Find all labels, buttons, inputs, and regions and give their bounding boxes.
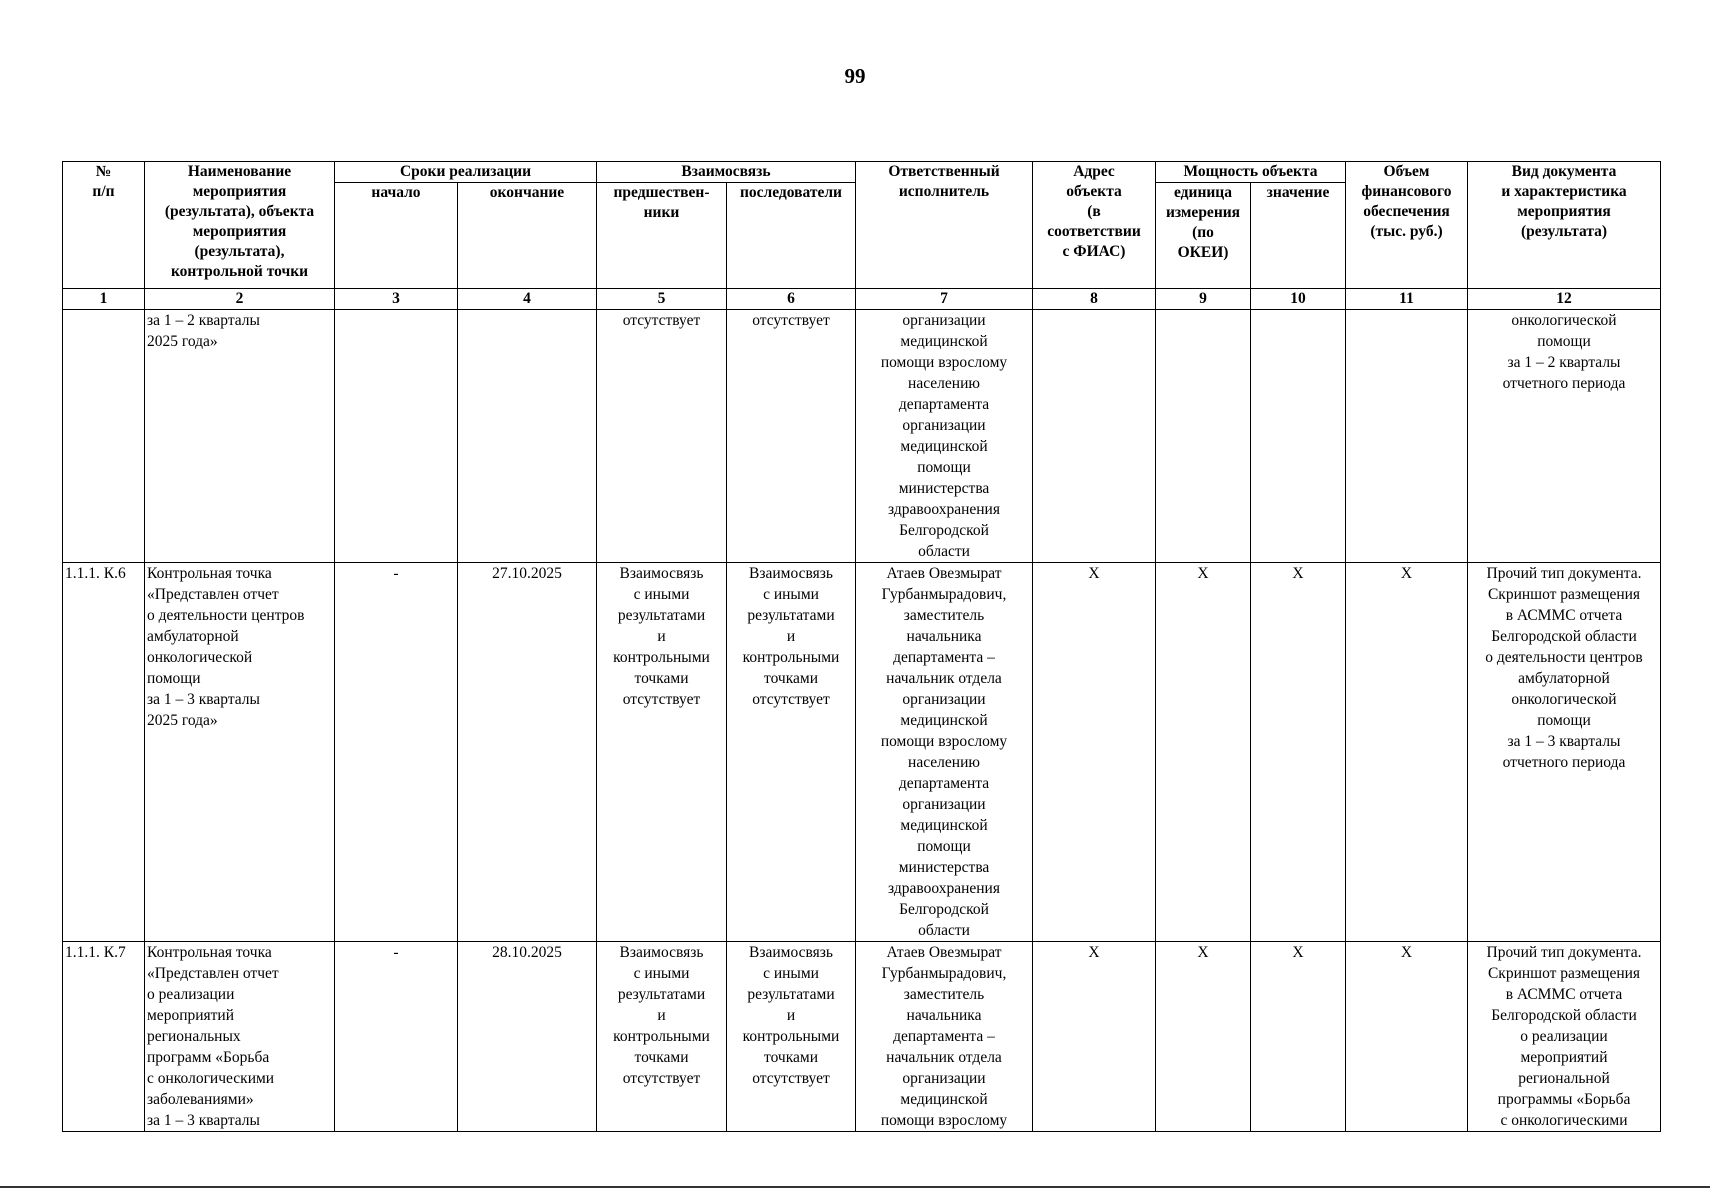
column-number: 9: [1156, 289, 1251, 310]
header-links-prev: предшествен- ники: [597, 183, 727, 289]
cell-next: Взаимосвязь с иными результатами и контрольными точками отсутствует: [727, 942, 856, 1132]
cell-start: [335, 310, 458, 563]
cell-end: 28.10.2025: [458, 942, 597, 1132]
column-number: 6: [727, 289, 856, 310]
column-number: 12: [1468, 289, 1661, 310]
cell-num: [63, 310, 145, 563]
cell-doc: онкологической помощи за 1 – 2 кварталы отчетного периода: [1468, 310, 1661, 563]
column-number: 4: [458, 289, 597, 310]
cell-address: X: [1033, 942, 1156, 1132]
cell-prev: Взаимосвязь с иными результатами и контрольными точками отсутствует: [597, 563, 727, 942]
column-number: 7: [856, 289, 1033, 310]
cell-doc: Прочий тип документа. Скриншот размещения в АСММС отчета Белгородской области о реализации мероприятий региональной программы «Борьба с онкологическими: [1468, 942, 1661, 1132]
table-row: [63, 563, 1661, 942]
cell-num: 1.1.1. К.7: [63, 942, 145, 1132]
cell-unit: [1156, 310, 1251, 563]
column-number: 11: [1346, 289, 1468, 310]
cell-value: X: [1251, 563, 1346, 942]
table-header: [63, 162, 1661, 289]
cell-doc: Прочий тип документа. Скриншот размещения в АСММС отчета Белгородской области о деятельности центров амбулаторной онкологической помощи за 1 – 3 кварталы отчетного периода: [1468, 563, 1661, 942]
header-terms-end: окончание: [458, 183, 597, 289]
table-row: [63, 942, 1661, 1132]
cell-address: X: [1033, 563, 1156, 942]
column-number: 2: [145, 289, 335, 310]
cell-value: [1251, 310, 1346, 563]
header-capacity-value: значение: [1251, 183, 1346, 289]
header-num: № п/п: [63, 162, 145, 289]
column-number: 10: [1251, 289, 1346, 310]
column-number: 1: [63, 289, 145, 310]
header-terms: Сроки реализации: [335, 162, 597, 183]
cell-end: 27.10.2025: [458, 563, 597, 942]
cell-unit: X: [1156, 942, 1251, 1132]
cell-responsible: организации медицинской помощи взрослому населению департамента организации медицинской помощи министерства здравоохранения Белгородской области: [856, 310, 1033, 563]
measures-table: [62, 161, 1661, 1132]
column-number: 5: [597, 289, 727, 310]
header-links: Взаимосвязь: [597, 162, 856, 183]
column-number: 8: [1033, 289, 1156, 310]
cell-num: 1.1.1. К.6: [63, 563, 145, 942]
cell-responsible: Атаев Овезмырат Гурбанмырадович, заместитель начальника департамента – начальник отдела организации медицинской помощи взрослому: [856, 942, 1033, 1132]
cell-start: -: [335, 942, 458, 1132]
cell-finance: [1346, 310, 1468, 563]
cell-name: за 1 – 2 кварталы 2025 года»: [145, 310, 335, 563]
header-links-next: последователи: [727, 183, 856, 289]
cell-finance: X: [1346, 563, 1468, 942]
header-responsible: Ответственный исполнитель: [856, 162, 1033, 289]
header-finance: Объем финансового обеспечения (тыс. руб.): [1346, 162, 1468, 289]
table-row: [63, 310, 1661, 563]
bottom-divider: [0, 1186, 1710, 1188]
header-terms-start: начало: [335, 183, 458, 289]
cell-prev: отсутствует: [597, 310, 727, 563]
column-numbers-row: [63, 289, 1661, 310]
cell-next: Взаимосвязь с иными результатами и контрольными точками отсутствует: [727, 563, 856, 942]
header-name: Наименование мероприятия (результата), объекта мероприятия (результата), контрольной точки: [145, 162, 335, 289]
cell-address: [1033, 310, 1156, 563]
cell-value: X: [1251, 942, 1346, 1132]
cell-next: отсутствует: [727, 310, 856, 563]
header-doc-type: Вид документа и характеристика мероприятия (результата): [1468, 162, 1661, 289]
cell-unit: X: [1156, 563, 1251, 942]
page-number: 99: [844, 64, 866, 88]
cell-start: -: [335, 563, 458, 942]
cell-name: Контрольная точка «Представлен отчет о реализации мероприятий региональных программ «Борьба с онкологическими заболеваниями» за 1 – 3 кварталы: [145, 942, 335, 1132]
header-capacity: Мощность объекта: [1156, 162, 1346, 183]
cell-end: [458, 310, 597, 563]
header-address: Адрес объекта (в соответствии с ФИАС): [1033, 162, 1156, 289]
header-capacity-unit: единица измерения (по ОКЕИ): [1156, 183, 1251, 289]
column-number: 3: [335, 289, 458, 310]
cell-finance: X: [1346, 942, 1468, 1132]
cell-name: Контрольная точка «Представлен отчет о деятельности центров амбулаторной онкологической помощи за 1 – 3 кварталы 2025 года»: [145, 563, 335, 942]
cell-responsible: Атаев Овезмырат Гурбанмырадович, заместитель начальника департамента – начальник отдела организации медицинской помощи взрослому населению департамента организации медицинской помощи министерства здравоохранения Белгородской области: [856, 563, 1033, 942]
cell-prev: Взаимосвязь с иными результатами и контрольными точками отсутствует: [597, 942, 727, 1132]
